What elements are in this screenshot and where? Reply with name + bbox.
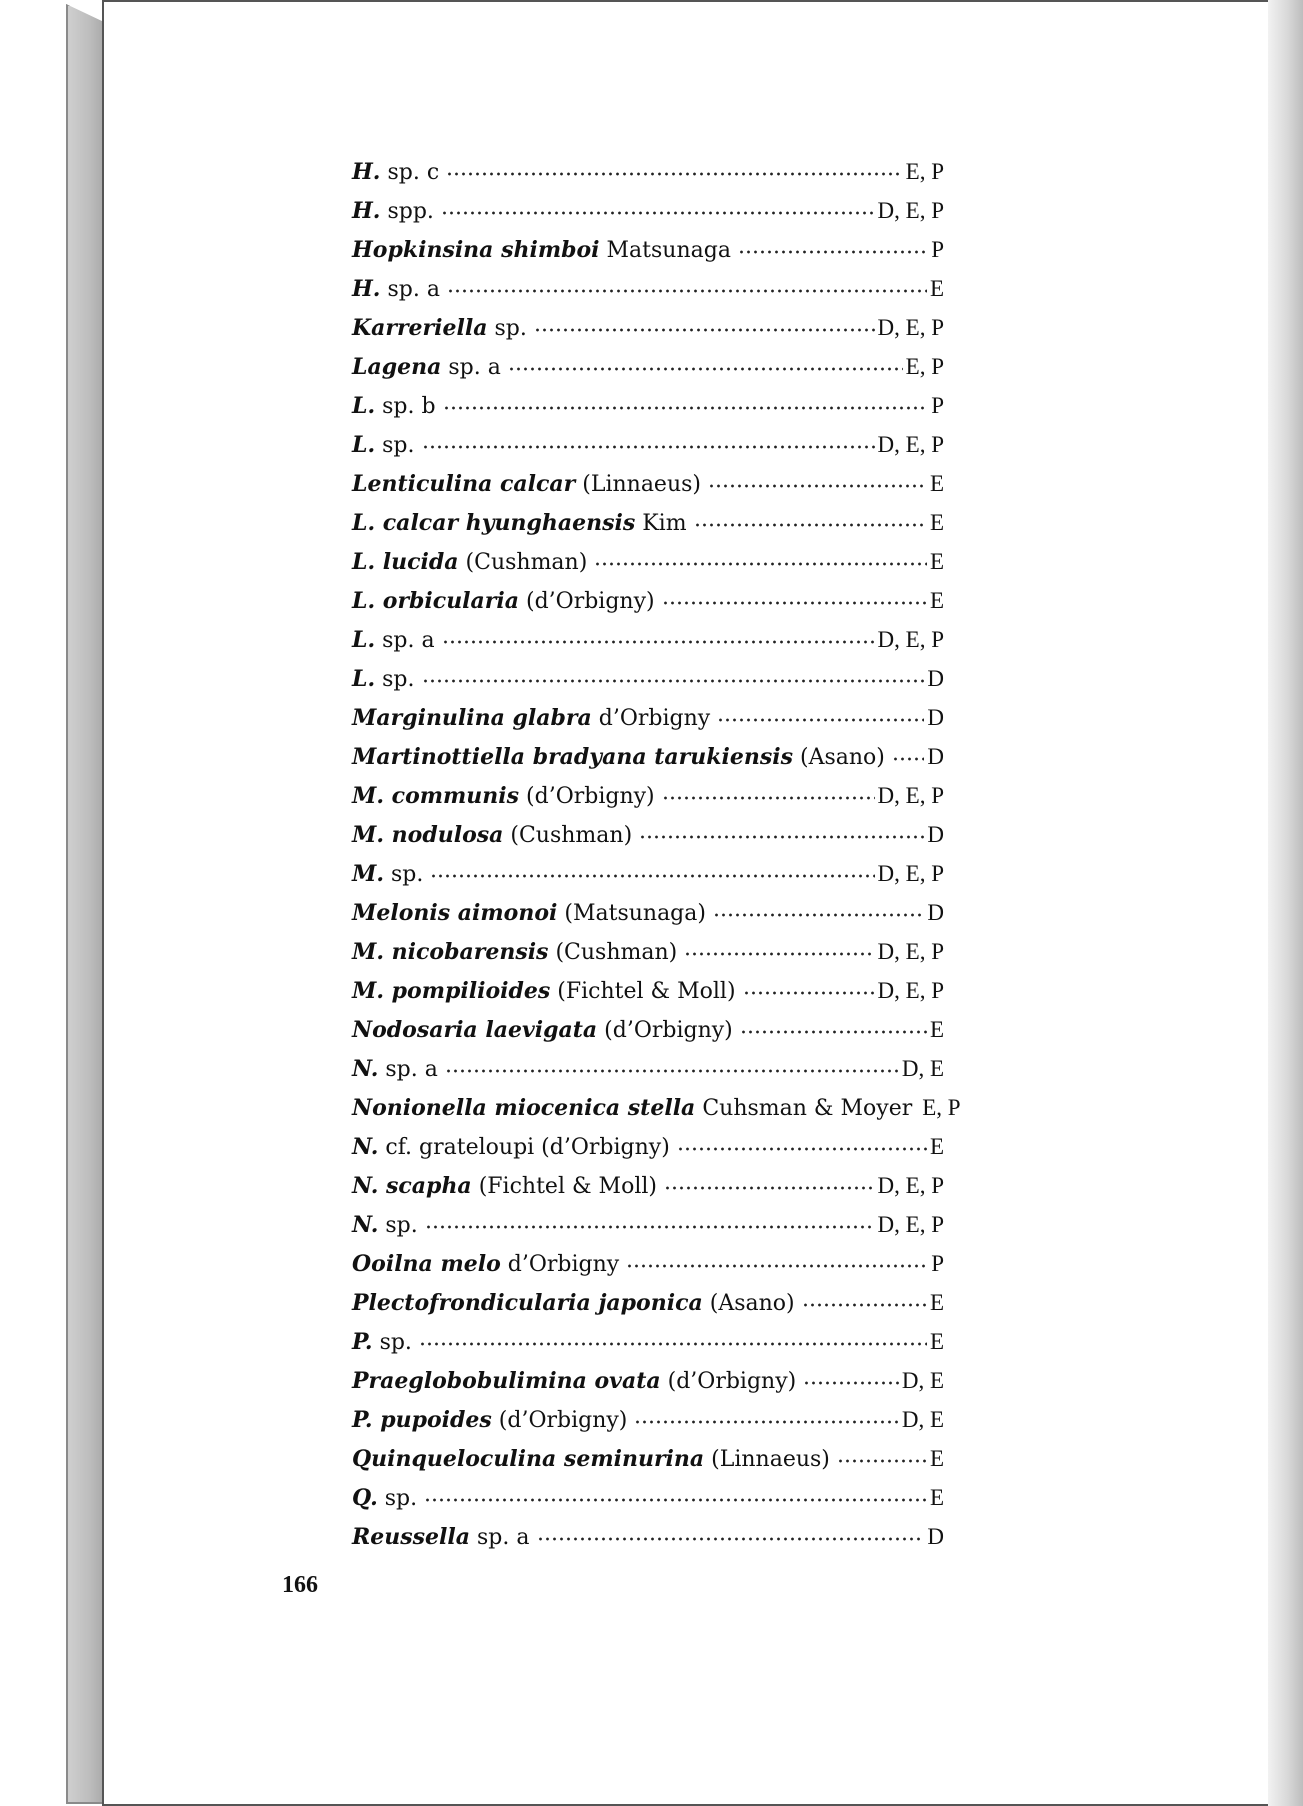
taxon-qualifier: (d’Orbigny) [604, 1018, 733, 1043]
species-name [352, 426, 419, 465]
list-item [352, 1127, 944, 1166]
taxon-name: Marginulina glabra [352, 705, 592, 731]
taxon-name: L. [352, 666, 376, 692]
list-item [352, 893, 944, 932]
dot-leader [508, 367, 903, 371]
species-name [352, 387, 440, 426]
taxon-qualifier: sp. c [387, 160, 440, 185]
dot-leader [837, 1459, 927, 1463]
occurrence-sites: D, E, P [877, 198, 944, 223]
taxon-qualifier: sp. a [448, 355, 501, 380]
dot-leader [892, 757, 925, 761]
taxon-name: P. pupoides [352, 1407, 492, 1433]
dot-leader [419, 1342, 927, 1346]
occurrence-sites: E [929, 510, 944, 535]
occurrence-sites: E [929, 471, 944, 496]
species-name [352, 153, 443, 192]
list-item [352, 542, 944, 581]
species-index-list [352, 152, 961, 1556]
dot-leader [534, 328, 875, 332]
species-name [352, 894, 710, 933]
species-name [352, 270, 444, 309]
taxon-qualifier: sp. [382, 667, 415, 692]
list-item [352, 854, 944, 893]
list-item [352, 1283, 944, 1322]
taxon-qualifier: (Asano) [799, 745, 885, 770]
taxon-qualifier: d’Orbigny [598, 706, 711, 731]
list-item [352, 425, 944, 464]
occurrence-sites: E [929, 549, 944, 574]
dot-leader [594, 562, 927, 566]
list-item [352, 815, 944, 854]
taxon-name: Plectofrondicularia japonica [352, 1290, 703, 1316]
dot-leader [430, 874, 874, 878]
dot-leader [422, 445, 875, 449]
taxon-name: L. [352, 393, 376, 419]
dot-leader [677, 1147, 927, 1151]
taxon-qualifier: (Cushman) [510, 823, 633, 848]
taxon-qualifier: sp. b [382, 394, 436, 419]
taxon-qualifier: (d’Orbigny) [526, 784, 655, 809]
occurrence-sites: D, E [901, 1407, 944, 1432]
taxon-qualifier: sp. [382, 433, 415, 458]
species-name [352, 1050, 442, 1089]
list-item [352, 230, 944, 269]
dot-leader [738, 250, 928, 254]
taxon-name: M. pompilioides [352, 978, 551, 1004]
species-name [352, 855, 427, 894]
taxon-qualifier: sp. [391, 862, 424, 887]
species-name [352, 1167, 661, 1206]
taxon-name: L. orbicularia [352, 588, 519, 614]
dot-leader [684, 952, 874, 956]
list-item [352, 1439, 944, 1478]
taxon-qualifier: sp. [385, 1213, 418, 1238]
list-item [352, 620, 944, 659]
dot-leader [445, 1069, 899, 1073]
species-name [352, 1323, 416, 1362]
taxon-name: Hopkinsina shimboi [352, 237, 600, 263]
dot-leader [803, 1381, 899, 1385]
list-item [352, 464, 944, 503]
dot-leader [694, 523, 927, 527]
list-item [352, 191, 944, 230]
list-item [352, 932, 944, 971]
dot-leader [708, 484, 927, 488]
taxon-qualifier: (Cushman) [555, 940, 678, 965]
species-name [352, 1011, 737, 1050]
taxon-qualifier: sp. a [387, 277, 440, 302]
dot-leader [634, 1420, 898, 1424]
taxon-qualifier: (Fichtel & Moll) [557, 979, 736, 1004]
taxon-qualifier: (Fichtel & Moll) [478, 1174, 657, 1199]
taxon-name: M. nicobarensis [352, 939, 549, 965]
occurrence-sites: P [931, 237, 944, 262]
taxon-qualifier: sp. [494, 316, 527, 341]
species-name [352, 738, 889, 777]
list-item [352, 737, 944, 776]
species-name [352, 1401, 631, 1440]
list-item [352, 1478, 944, 1517]
taxon-name: Melonis aimonoi [352, 900, 558, 926]
taxon-name: Martinottiella bradyana tarukiensis [352, 744, 793, 770]
list-item [352, 659, 944, 698]
occurrence-sites: P [931, 393, 944, 418]
occurrence-sites: P [931, 1251, 944, 1276]
occurrence-sites: D [927, 822, 944, 847]
taxon-name: Nonionella miocenica stella [352, 1095, 696, 1121]
species-name [352, 933, 681, 972]
taxon-qualifier: spp. [387, 199, 434, 224]
occurrence-sites: E [929, 1485, 944, 1510]
list-item [352, 1205, 944, 1244]
list-item [352, 1049, 944, 1088]
species-name [352, 231, 735, 270]
species-name [352, 699, 714, 738]
taxon-name: M. communis [352, 783, 520, 809]
taxon-qualifier: (Linnaeus) [711, 1447, 830, 1472]
species-name [352, 1089, 916, 1128]
taxon-name: L. [352, 627, 376, 653]
list-item [352, 1244, 944, 1283]
list-item [352, 308, 944, 347]
species-name [352, 1479, 421, 1518]
occurrence-sites: D, E, P [877, 1212, 944, 1237]
occurrence-sites: E [929, 1290, 944, 1315]
taxon-qualifier: (Matsunaga) [564, 901, 706, 926]
occurrence-sites: D, E [901, 1368, 944, 1393]
book-spine-edge [66, 4, 104, 1804]
taxon-name: Ooilna melo [352, 1251, 501, 1277]
taxon-name: H. [352, 198, 381, 224]
species-name [352, 660, 419, 699]
taxon-qualifier: (Asano) [709, 1291, 795, 1316]
list-item [352, 152, 944, 191]
species-name [352, 1362, 800, 1401]
list-item [352, 698, 944, 737]
taxon-qualifier: sp. [384, 1486, 418, 1511]
occurrence-sites: E [929, 1017, 944, 1042]
list-item [352, 1322, 944, 1361]
dot-leader [639, 835, 924, 839]
list-item [352, 1361, 944, 1400]
occurrence-sites: E [929, 1446, 944, 1471]
dot-leader [537, 1537, 925, 1541]
occurrence-sites: D, E, P [877, 315, 944, 340]
list-item [352, 971, 944, 1010]
species-name [352, 465, 705, 504]
species-name [352, 192, 438, 231]
occurrence-sites: D, E, P [877, 861, 944, 886]
taxon-qualifier: (Linnaeus) [582, 472, 701, 497]
occurrence-sites: D [927, 900, 944, 925]
list-item [352, 1517, 944, 1556]
occurrence-sites: E [929, 276, 944, 301]
species-name [352, 972, 740, 1011]
dot-leader [626, 1264, 928, 1268]
species-name [352, 1128, 674, 1167]
taxon-qualifier: d’Orbigny [507, 1252, 620, 1277]
list-item [352, 581, 944, 620]
dot-leader [802, 1303, 927, 1307]
species-name [352, 816, 636, 855]
taxon-qualifier: (d’Orbigny) [526, 589, 655, 614]
occurrence-sites: E [929, 1134, 944, 1159]
occurrence-sites: D, E, P [877, 783, 944, 808]
species-name [352, 348, 505, 387]
dot-leader [662, 796, 875, 800]
list-item [352, 1166, 944, 1205]
taxon-name: Nodosaria laevigata [352, 1017, 598, 1043]
taxon-name: N. [352, 1134, 379, 1160]
occurrence-sites: D, E, P [877, 978, 944, 1003]
species-name [352, 543, 591, 582]
taxon-qualifier: Kim [642, 511, 687, 536]
taxon-name: H. [352, 276, 381, 302]
species-name [352, 1518, 534, 1557]
dot-leader [447, 289, 927, 293]
taxon-name: M. [352, 861, 385, 887]
taxon-name: Q. [352, 1485, 378, 1511]
taxon-name: M. nodulosa [352, 822, 504, 848]
dot-leader [425, 1225, 875, 1229]
taxon-name: Quinqueloculina seminurina [352, 1446, 705, 1472]
taxon-qualifier: sp. [379, 1330, 412, 1355]
occurrence-sites: E, P [905, 159, 944, 184]
list-item [352, 347, 944, 386]
list-item [352, 1010, 944, 1049]
occurrence-sites: D [927, 1524, 944, 1549]
dot-leader [422, 679, 925, 683]
species-name [352, 777, 659, 816]
taxon-name: H. [352, 159, 381, 185]
dot-leader [717, 718, 924, 722]
occurrence-sites: D [927, 705, 944, 730]
dot-leader [442, 640, 875, 644]
page-edge-shadow [1268, 0, 1303, 1806]
dot-leader [441, 211, 875, 215]
taxon-name: Reussella [352, 1524, 471, 1550]
dot-leader [713, 913, 924, 917]
dot-leader [443, 406, 929, 410]
occurrence-sites: D, E, P [877, 1173, 944, 1198]
occurrence-sites: D, E, P [877, 939, 944, 964]
species-name [352, 1245, 623, 1284]
occurrence-sites: E [929, 1329, 944, 1354]
taxon-qualifier: sp. a [385, 1057, 438, 1082]
occurrence-sites: E, P [905, 354, 944, 379]
species-name [352, 1206, 422, 1245]
list-item [352, 269, 944, 308]
taxon-qualifier: sp. a [382, 628, 435, 653]
taxon-name: Karreriella [352, 315, 488, 341]
taxon-qualifier: (Cushman) [465, 550, 588, 575]
occurrence-sites: E [929, 588, 944, 613]
occurrence-sites: D [927, 666, 944, 691]
taxon-name: N. scapha [352, 1173, 472, 1199]
dot-leader [662, 601, 927, 605]
dot-leader [743, 991, 875, 995]
occurrence-sites: D, E, P [877, 627, 944, 652]
list-item [352, 776, 944, 815]
page-number: 166 [282, 1572, 318, 1598]
taxon-name: L. calcar hyunghaensis [352, 510, 636, 536]
taxon-name: P. [352, 1329, 373, 1355]
taxon-qualifier: cf. grateloupi (d’Orbigny) [385, 1135, 670, 1160]
dot-leader [740, 1030, 927, 1034]
occurrence-sites: D, E [901, 1056, 944, 1081]
taxon-name: N. [352, 1212, 379, 1238]
taxon-name: Praeglobobulimina ovata [352, 1368, 661, 1394]
taxon-name: N. [352, 1056, 379, 1082]
taxon-name: L. [352, 432, 376, 458]
dot-leader [424, 1498, 927, 1502]
species-name [352, 1440, 834, 1479]
species-name [352, 621, 439, 660]
taxon-name: Lenticulina calcar [352, 471, 576, 497]
species-name [352, 504, 691, 543]
taxon-qualifier: sp. a [477, 1525, 530, 1550]
occurrence-sites: D [927, 744, 944, 769]
occurrence-sites: E, P [922, 1095, 961, 1120]
list-item [352, 1088, 961, 1127]
taxon-qualifier: (d’Orbigny) [667, 1369, 797, 1394]
list-item [352, 503, 944, 542]
taxon-qualifier: Cuhsman & Moyer [702, 1096, 913, 1121]
occurrence-sites: D, E, P [877, 432, 944, 457]
species-name [352, 309, 531, 348]
dot-leader [446, 172, 903, 176]
taxon-name: L. lucida [352, 549, 459, 575]
list-item [352, 386, 944, 425]
species-name [352, 582, 659, 621]
list-item [352, 1400, 944, 1439]
species-name [352, 1284, 799, 1323]
taxon-qualifier: (d’Orbigny) [498, 1408, 628, 1433]
dot-leader [664, 1186, 875, 1190]
taxon-qualifier: Matsunaga [606, 238, 731, 263]
taxon-name: Lagena [352, 354, 442, 380]
